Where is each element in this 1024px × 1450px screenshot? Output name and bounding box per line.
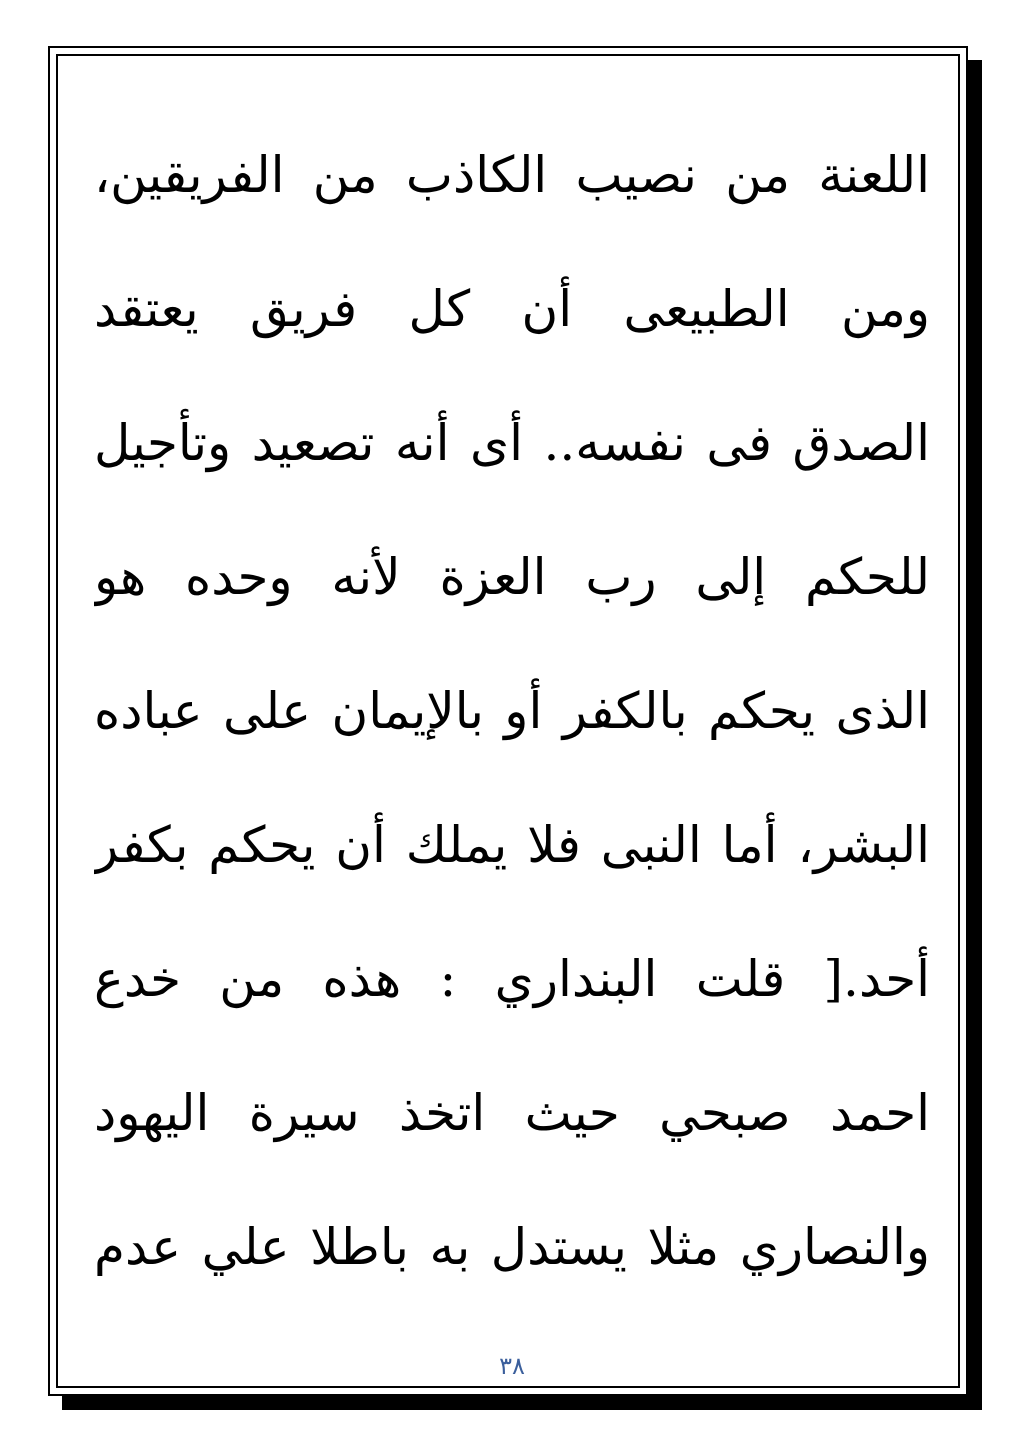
text-line: أحد.[ قلت البنداري : هذه من خدع — [94, 950, 930, 1008]
page-number: ٣٨ — [499, 1352, 525, 1380]
text-line: الذى يحكم بالكفر أو بالإيمان على عباده — [94, 682, 930, 740]
text-line: الصدق فى نفسه.. أى أنه تصعيد وتأجيل — [94, 414, 930, 472]
text-line: والنصاري مثلا يستدل به باطلا علي عدم — [94, 1218, 930, 1276]
text-line: للحكم إلى رب العزة لأنه وحده هو — [94, 548, 930, 606]
text-line: ومن الطبيعى أن كل فريق يعتقد — [94, 280, 930, 338]
text-line: البشر، أما النبى فلا يملك أن يحكم بكفر — [94, 816, 930, 874]
text-line: احمد صبحي حيث اتخذ سيرة اليهود — [94, 1084, 930, 1142]
text-line: اللعنة من نصيب الكاذب من الفريقين، — [94, 146, 930, 204]
body-text — [94, 108, 930, 1314]
